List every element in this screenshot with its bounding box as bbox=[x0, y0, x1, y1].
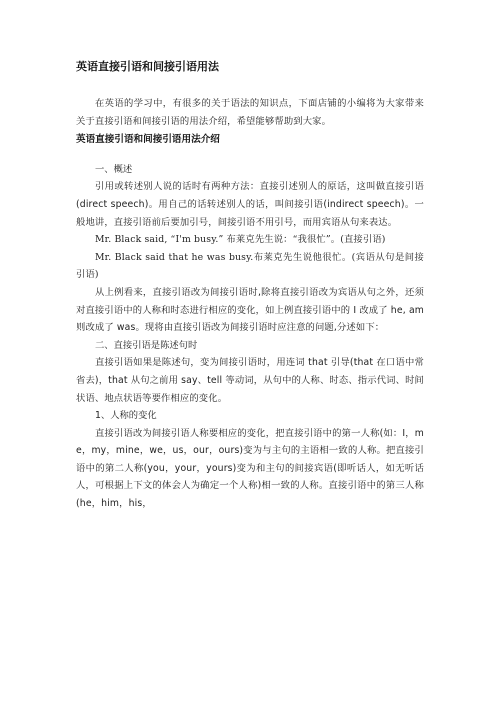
part2-person-paragraph: 直接引语改为间接引语人称要相应的变化，把直接引语中的第一人称(如：I，me，my，mine，we，us，our，ours)变为与主句的主语相一致的人称。把直接引语中的第二人称(you，your，yours)变为和主句的间接宾语(即听话人，如无听话人，可根据上下文的体会人为确定一个人称)相一致的人称。直接引语中的第三人称(he，him，his， bbox=[76, 427, 424, 510]
part1-example-indirect bbox=[76, 249, 424, 284]
part2-paragraph-1: 直接引语如果是陈述句，变为间接引语时，用连词 that 引导(that 在口语中常省去)，that 从句之前用 say、tell 等动词，从句中的人称、时态、指示代词、时间状语、地点状语等要作相应的变化。 bbox=[76, 357, 424, 404]
part1-example-direct bbox=[76, 231, 424, 249]
section-heading: 英语直接引语和间接引语用法介绍 bbox=[76, 134, 220, 146]
document-title: 英语直接引语和间接引语用法 bbox=[76, 60, 219, 73]
part1-paragraph-1: 引用或转述别人说的话时有两种方法：直接引述别人的原话，这叫做直接引语(direct speech)。用自己的话转述别人的话，叫间接引语(indirect speech)。一般地讲，直接引语前后要加引号，间接引语不用引号，而用宾语从句来表达。 bbox=[76, 181, 424, 228]
part1-paragraph-2: 从上例看来，直接引语改为间接引语时,除将直接引语改为宾语从句之外，还须对直接引语中的人称和时态进行相应的变化，如上例直接引语中的 I 改成了 he, am 则改成了 was。现将由直接引语改为间接引语时应注意的问题,分述如下： bbox=[76, 286, 424, 334]
document-page bbox=[76, 58, 424, 513]
part1-example-indirect-text: Mr. Black said that he was busy.布莱克先生说他很忙。(宾语从句是间接引语) bbox=[76, 251, 424, 281]
intro-paragraph: 在英语的学习中，有很多的关于语法的知识点，下面店铺的小编将为大家带来关于直接引语和间接引语的用法介绍，希望能够帮助到大家。 bbox=[76, 98, 424, 127]
part1-heading: 一、概述 bbox=[95, 163, 133, 175]
part1-example-direct-text: Mr. Black said, “I'm busy.” 布莱克先生说：“我很忙”。(直接引语) bbox=[95, 234, 386, 246]
part2-subheading-person: 1、人称的变化 bbox=[95, 410, 157, 422]
part2-heading: 二、直接引语是陈述句时 bbox=[95, 339, 198, 351]
